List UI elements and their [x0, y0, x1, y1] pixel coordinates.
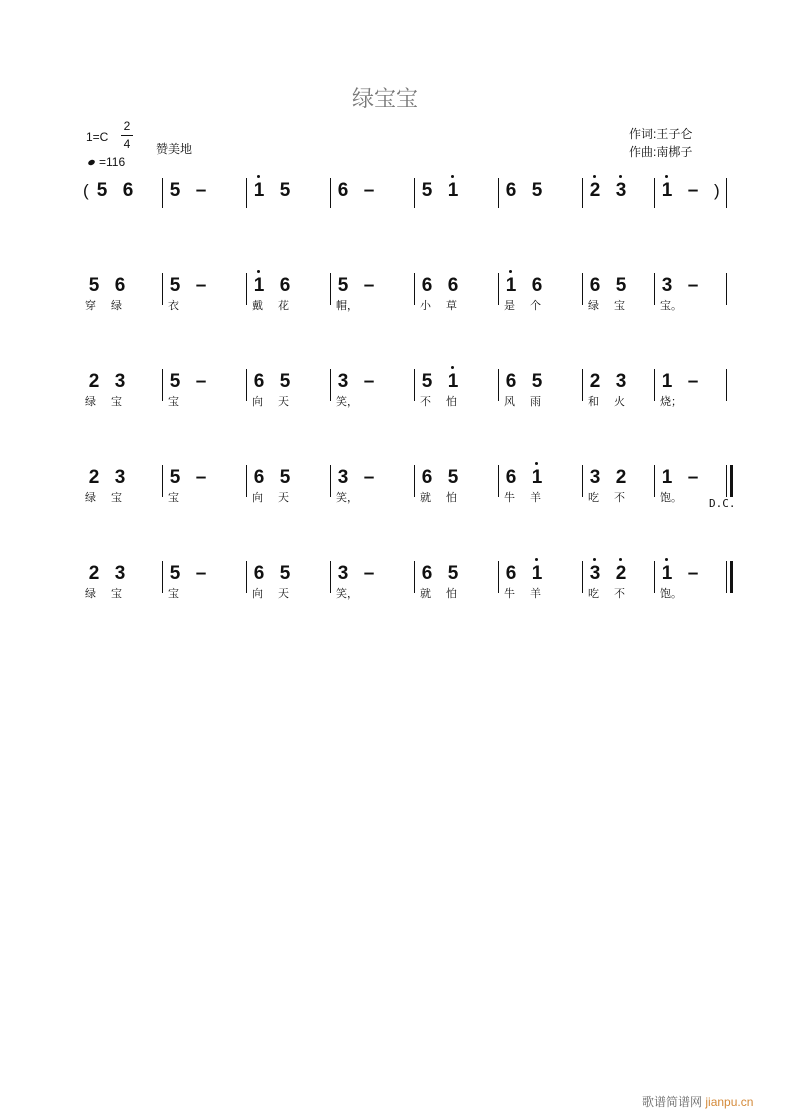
lyric: 穿: [85, 300, 96, 312]
note-digit: 2: [88, 371, 100, 392]
barline: [162, 369, 163, 401]
note: [168, 563, 182, 585]
dash: –: [195, 275, 207, 296]
barline: [498, 178, 499, 208]
lyric: 向: [252, 492, 263, 504]
note: [336, 275, 350, 297]
note-digit: 6: [421, 275, 433, 296]
high-octave-dot: [593, 558, 596, 561]
note-digit: 5: [447, 563, 459, 584]
note: [660, 180, 674, 202]
note: [420, 180, 434, 202]
barline: [726, 561, 727, 593]
dash: –: [687, 180, 699, 201]
note: [336, 563, 350, 585]
barline: [246, 178, 247, 208]
note-digit: 1: [447, 371, 459, 392]
lyric: 宝: [168, 396, 179, 408]
note: [194, 371, 208, 393]
note: [446, 467, 460, 489]
barline: [246, 273, 247, 305]
lyric: 个: [530, 300, 541, 312]
note: [588, 371, 602, 393]
note-digit: 6: [253, 467, 265, 488]
note-digit: 5: [279, 371, 291, 392]
note: [660, 275, 674, 297]
note: [194, 563, 208, 585]
barline: [330, 178, 331, 208]
lyric: 笑，: [336, 396, 358, 408]
note: [504, 275, 518, 297]
barline: [582, 369, 583, 401]
lyric: 宝: [111, 396, 122, 408]
note: [530, 371, 544, 393]
note-digit: 3: [337, 563, 349, 584]
da-capo-mark: D.C.: [709, 497, 736, 510]
lyric: 衣: [168, 300, 179, 312]
note-digit: 3: [615, 371, 627, 392]
note: [686, 467, 700, 489]
lyric: 羊: [530, 588, 541, 600]
note-digit: 6: [505, 180, 517, 201]
note: [252, 467, 266, 489]
lyric: 绿: [111, 300, 122, 312]
note-digit: 5: [279, 563, 291, 584]
lyric: 绿: [85, 492, 96, 504]
barline: [654, 561, 655, 593]
note-digit: 6: [531, 275, 543, 296]
close-parenthesis: ): [714, 181, 720, 200]
note-digit: 5: [447, 467, 459, 488]
watermark: [642, 1093, 753, 1110]
note: [336, 371, 350, 393]
barline: [162, 178, 163, 208]
lyric: 宝: [111, 588, 122, 600]
note: [362, 180, 376, 202]
note: [252, 563, 266, 585]
note: [530, 180, 544, 202]
note: [121, 180, 135, 202]
note: [660, 467, 674, 489]
barline: [330, 465, 331, 497]
note: [87, 275, 101, 297]
tempo-mark: =116: [99, 155, 126, 169]
note-digit: 5: [421, 371, 433, 392]
note: [194, 275, 208, 297]
note: [278, 467, 292, 489]
note: [362, 563, 376, 585]
lyric: 火: [614, 396, 625, 408]
high-octave-dot: [619, 175, 622, 178]
barline: [330, 369, 331, 401]
watermark-url: jianpu.cn: [705, 1095, 754, 1109]
lyric: 绿: [588, 300, 599, 312]
note: [530, 467, 544, 489]
barline: [414, 561, 415, 593]
lyric: 天: [278, 396, 289, 408]
note: [168, 371, 182, 393]
dash: –: [363, 275, 375, 296]
note-digit: 5: [96, 180, 108, 201]
barline: [246, 369, 247, 401]
quarter-note-icon: [87, 159, 95, 166]
dash: –: [687, 371, 699, 392]
lyric: 向: [252, 396, 263, 408]
note: [194, 467, 208, 489]
note: [686, 563, 700, 585]
note: [588, 467, 602, 489]
lyric: 不: [614, 492, 625, 504]
note: [278, 563, 292, 585]
note: [113, 563, 127, 585]
note: [113, 467, 127, 489]
note: [686, 371, 700, 393]
lyric: 就: [420, 492, 431, 504]
note-digit: 1: [253, 275, 265, 296]
note: [504, 563, 518, 585]
note-digit: 1: [505, 275, 517, 296]
note: [614, 275, 628, 297]
note-digit: 5: [615, 275, 627, 296]
expression-mark: 赞美地: [156, 142, 193, 156]
note-digit: 3: [114, 371, 126, 392]
note-digit: 1: [531, 467, 543, 488]
barline: [654, 465, 655, 497]
note: [278, 180, 292, 202]
lyric: 宝: [168, 492, 179, 504]
high-octave-dot: [509, 270, 512, 273]
barline: [498, 273, 499, 305]
note: [336, 467, 350, 489]
note: [336, 180, 350, 202]
note-digit: 5: [169, 467, 181, 488]
note: [660, 371, 674, 393]
dash: –: [687, 563, 699, 584]
note: [588, 275, 602, 297]
key-signature: 1=C: [86, 130, 109, 144]
note: [420, 275, 434, 297]
open-parenthesis: (: [83, 181, 89, 200]
high-octave-dot: [665, 558, 668, 561]
note: [168, 467, 182, 489]
note-digit: 6: [447, 275, 459, 296]
lyric: 戴: [252, 300, 263, 312]
note-digit: 1: [661, 467, 673, 488]
high-octave-dot: [593, 175, 596, 178]
note-digit: 6: [114, 275, 126, 296]
lyric: 宝: [111, 492, 122, 504]
lyric: 吃: [588, 492, 599, 504]
barline: [582, 465, 583, 497]
note: [168, 275, 182, 297]
high-octave-dot: [619, 558, 622, 561]
note: [168, 180, 182, 202]
note-digit: 5: [169, 371, 181, 392]
lyricist-credit: 作词:王子仑: [629, 127, 693, 141]
note: [252, 180, 266, 202]
lyric: 吃: [588, 588, 599, 600]
note-digit: 2: [589, 371, 601, 392]
lyric: 怕: [446, 492, 457, 504]
barline: [162, 273, 163, 305]
lyric: 就: [420, 588, 431, 600]
lyric: 雨: [530, 396, 541, 408]
barline: [726, 369, 727, 401]
lyric: 小: [420, 300, 431, 312]
barline: [654, 178, 655, 208]
lyric: 是: [504, 300, 515, 312]
dash: –: [195, 467, 207, 488]
time-signature-bottom: 4: [123, 137, 131, 151]
note: [87, 371, 101, 393]
barline: [726, 465, 727, 497]
note: [504, 467, 518, 489]
note: [113, 371, 127, 393]
barline: [582, 178, 583, 208]
note-digit: 5: [169, 180, 181, 201]
note: [530, 275, 544, 297]
note-digit: 6: [253, 371, 265, 392]
note: [446, 275, 460, 297]
note: [614, 180, 628, 202]
lyric: 饱。: [660, 588, 682, 600]
note-digit: 5: [169, 275, 181, 296]
note-digit: 6: [122, 180, 134, 201]
note: [504, 180, 518, 202]
lyric: 风: [504, 396, 515, 408]
barline: [246, 465, 247, 497]
note: [420, 563, 434, 585]
note-digit: 6: [505, 467, 517, 488]
note-digit: 2: [615, 563, 627, 584]
lyric: 帽，: [336, 300, 358, 312]
note-digit: 6: [505, 563, 517, 584]
note: [362, 371, 376, 393]
lyric: 和: [588, 396, 599, 408]
note: [362, 275, 376, 297]
lyric: 绿: [85, 588, 96, 600]
lyric: 天: [278, 492, 289, 504]
note-digit: 5: [88, 275, 100, 296]
note-digit: 3: [589, 563, 601, 584]
note-digit: 1: [253, 180, 265, 201]
final-barline: [730, 465, 733, 497]
note-digit: 3: [615, 180, 627, 201]
note: [530, 563, 544, 585]
note: [252, 275, 266, 297]
note: [614, 371, 628, 393]
note-digit: 3: [337, 467, 349, 488]
lyric: 草: [446, 300, 457, 312]
final-barline: [730, 561, 733, 593]
note-digit: 6: [421, 467, 433, 488]
lyric: 怕: [446, 396, 457, 408]
dash: –: [195, 180, 207, 201]
barline: [726, 273, 727, 305]
lyric: 宝。: [660, 300, 682, 312]
song-title: 绿宝宝: [351, 87, 418, 112]
note-digit: 5: [337, 275, 349, 296]
barline: [498, 561, 499, 593]
dash: –: [195, 371, 207, 392]
time-signature-line: [121, 135, 133, 136]
barline: [498, 369, 499, 401]
note-digit: 1: [447, 180, 459, 201]
note: [278, 371, 292, 393]
note: [95, 180, 109, 202]
dash: –: [687, 275, 699, 296]
note: [588, 563, 602, 585]
watermark-text: 歌谱简谱网: [642, 1095, 703, 1109]
note-digit: 6: [505, 371, 517, 392]
barline: [654, 369, 655, 401]
note-digit: 1: [531, 563, 543, 584]
composer-credit: 作曲:南梆子: [629, 145, 693, 159]
note-digit: 5: [421, 180, 433, 201]
barline: [582, 561, 583, 593]
note-digit: 6: [421, 563, 433, 584]
barline: [162, 561, 163, 593]
high-octave-dot: [257, 270, 260, 273]
barline: [654, 273, 655, 305]
lyric: 宝: [168, 588, 179, 600]
note: [588, 180, 602, 202]
barline: [162, 465, 163, 497]
high-octave-dot: [665, 175, 668, 178]
lyric: 饱。: [660, 492, 682, 504]
dash: –: [363, 180, 375, 201]
high-octave-dot: [535, 462, 538, 465]
note: [278, 275, 292, 297]
note: [252, 371, 266, 393]
barline: [330, 561, 331, 593]
note: [420, 467, 434, 489]
note-digit: 3: [114, 563, 126, 584]
note-digit: 3: [337, 371, 349, 392]
note: [362, 467, 376, 489]
barline: [414, 369, 415, 401]
note: [87, 467, 101, 489]
barline: [246, 561, 247, 593]
note-digit: 2: [88, 563, 100, 584]
note-digit: 3: [661, 275, 673, 296]
note-digit: 3: [114, 467, 126, 488]
note: [686, 180, 700, 202]
note-digit: 2: [589, 180, 601, 201]
lyric: 笑，: [336, 492, 358, 504]
lyric: 羊: [530, 492, 541, 504]
lyric: 天: [278, 588, 289, 600]
note: [194, 180, 208, 202]
high-octave-dot: [451, 175, 454, 178]
note: [113, 275, 127, 297]
dash: –: [363, 371, 375, 392]
note-digit: 5: [531, 180, 543, 201]
lyric: 绿: [85, 396, 96, 408]
note-digit: 6: [589, 275, 601, 296]
barline: [414, 273, 415, 305]
note-digit: 5: [169, 563, 181, 584]
note-digit: 5: [279, 180, 291, 201]
barline: [498, 465, 499, 497]
note-digit: 5: [279, 467, 291, 488]
lyric: 不: [420, 396, 431, 408]
note: [87, 563, 101, 585]
dash: –: [195, 563, 207, 584]
high-octave-dot: [451, 366, 454, 369]
time-signature-top: 2: [123, 119, 131, 133]
high-octave-dot: [257, 175, 260, 178]
barline: [726, 178, 727, 208]
lyric: 怕: [446, 588, 457, 600]
note-digit: 6: [279, 275, 291, 296]
lyric: 向: [252, 588, 263, 600]
lyric: 牛: [504, 492, 515, 504]
lyric: 不: [614, 588, 625, 600]
high-octave-dot: [535, 558, 538, 561]
barline: [330, 273, 331, 305]
lyric: 笑，: [336, 588, 358, 600]
note-digit: 1: [661, 563, 673, 584]
note: [614, 563, 628, 585]
dash: –: [687, 467, 699, 488]
note: [446, 180, 460, 202]
lyric: 宝: [614, 300, 625, 312]
note: [686, 275, 700, 297]
barline: [414, 465, 415, 497]
note-digit: 3: [589, 467, 601, 488]
note: [446, 563, 460, 585]
note-digit: 6: [337, 180, 349, 201]
note-digit: 2: [88, 467, 100, 488]
note: [504, 371, 518, 393]
lyric: 烧；: [660, 396, 682, 408]
note-digit: 1: [661, 371, 673, 392]
note-digit: 6: [253, 563, 265, 584]
note-digit: 2: [615, 467, 627, 488]
barline: [414, 178, 415, 208]
note: [614, 467, 628, 489]
note: [420, 371, 434, 393]
note-digit: 1: [661, 180, 673, 201]
lyric: 花: [278, 300, 289, 312]
note: [660, 563, 674, 585]
barline: [582, 273, 583, 305]
lyric: 牛: [504, 588, 515, 600]
note: [446, 371, 460, 393]
dash: –: [363, 467, 375, 488]
dash: –: [363, 563, 375, 584]
note-digit: 5: [531, 371, 543, 392]
